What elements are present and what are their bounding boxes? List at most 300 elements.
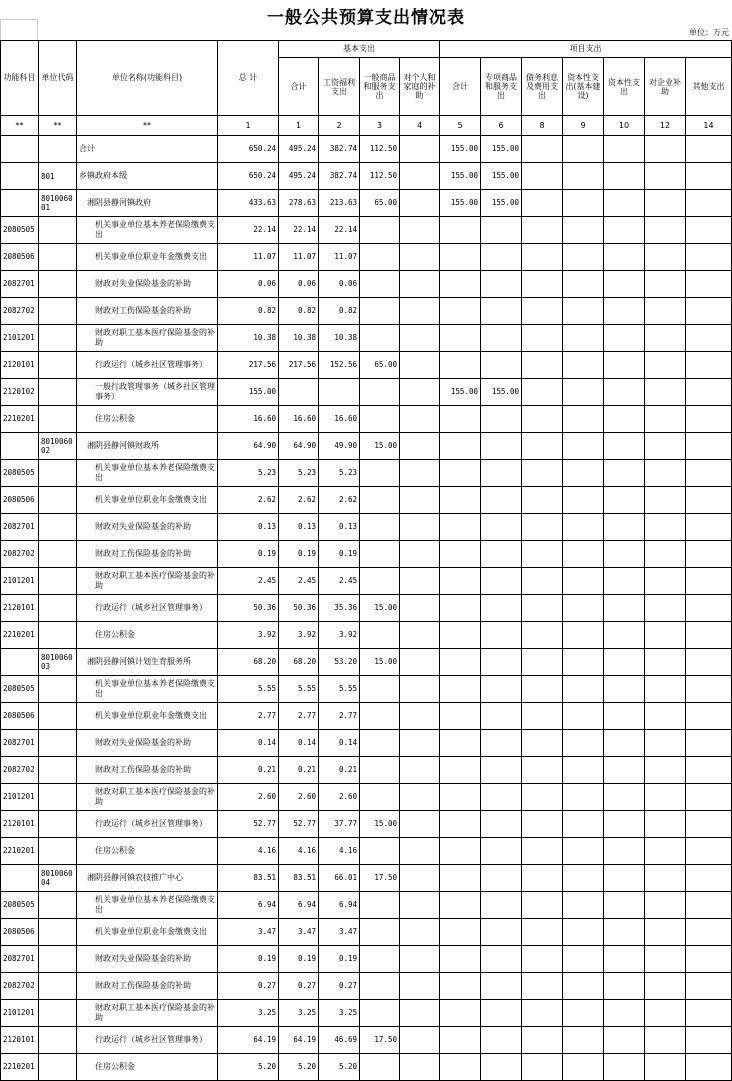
- amount-cell: [522, 325, 563, 352]
- amount-cell: [563, 298, 604, 325]
- amount-cell: [522, 892, 563, 919]
- unit-name-cell: 财政对工伤保险基金的补助: [77, 298, 218, 325]
- amount-cell: [604, 811, 645, 838]
- unit-code-cell: [39, 541, 77, 568]
- amount-cell: [440, 1054, 481, 1081]
- unit-code-cell: [39, 352, 77, 379]
- amount-cell: [440, 1027, 481, 1054]
- amount-cell: 68.20: [218, 649, 279, 676]
- table-row: [1, 1027, 732, 1054]
- amount-cell: [604, 379, 645, 406]
- amount-cell: 0.27: [218, 973, 279, 1000]
- func-code-cell: 2210201: [1, 1054, 39, 1081]
- amount-cell: 16.60: [279, 406, 319, 433]
- amount-cell: [481, 811, 522, 838]
- amount-cell: 650.24: [218, 163, 279, 190]
- amount-cell: [400, 271, 440, 298]
- amount-cell: 2.77: [279, 703, 319, 730]
- unit-code-cell: [39, 568, 77, 595]
- amount-cell: [522, 676, 563, 703]
- amount-cell: 2.62: [218, 487, 279, 514]
- unit-name-cell: 财政对工伤保险基金的补助: [77, 541, 218, 568]
- amount-cell: 2.60: [319, 784, 360, 811]
- header-index-cell: **: [1, 116, 39, 136]
- amount-cell: [645, 406, 686, 433]
- amount-cell: [686, 271, 732, 298]
- amount-cell: [604, 865, 645, 892]
- table-row: [1, 433, 732, 460]
- unit-name-cell: 湘阴县静河镇财政所: [77, 433, 218, 460]
- unit-code-cell: [39, 811, 77, 838]
- amount-cell: [563, 649, 604, 676]
- amount-cell: [686, 1000, 732, 1027]
- amount-cell: [400, 946, 440, 973]
- amount-cell: [360, 973, 400, 1000]
- table-row: [1, 460, 732, 487]
- amount-cell: [481, 487, 522, 514]
- header-basic-group: 基本支出: [279, 41, 440, 58]
- table-row: [1, 487, 732, 514]
- amount-cell: 6.94: [279, 892, 319, 919]
- unit-code-cell: [39, 973, 77, 1000]
- amount-cell: [686, 838, 732, 865]
- amount-cell: [440, 730, 481, 757]
- func-code-cell: 2080505: [1, 217, 39, 244]
- amount-cell: [522, 919, 563, 946]
- table-row: [1, 595, 732, 622]
- amount-cell: 5.23: [279, 460, 319, 487]
- amount-cell: [440, 460, 481, 487]
- unit-code-cell: [39, 244, 77, 271]
- unit-code-cell: [39, 1000, 77, 1027]
- table-row: [1, 190, 732, 217]
- unit-code-cell: [39, 946, 77, 973]
- amount-cell: [563, 217, 604, 244]
- table-row: [1, 298, 732, 325]
- amount-cell: [604, 1054, 645, 1081]
- unit-name-cell: 财政对失业保险基金的补助: [77, 946, 218, 973]
- amount-cell: 2.62: [319, 487, 360, 514]
- amount-cell: [563, 973, 604, 1000]
- amount-cell: [645, 757, 686, 784]
- table-row: [1, 568, 732, 595]
- amount-cell: [522, 946, 563, 973]
- amount-cell: [400, 460, 440, 487]
- header-total: 总 计: [218, 41, 279, 116]
- amount-cell: [360, 892, 400, 919]
- table-row: [1, 865, 732, 892]
- unit-name-cell: 财政对工伤保险基金的补助: [77, 973, 218, 1000]
- amount-cell: [279, 379, 319, 406]
- amount-cell: [360, 271, 400, 298]
- amount-cell: [645, 595, 686, 622]
- amount-cell: 0.06: [319, 271, 360, 298]
- amount-cell: 0.21: [319, 757, 360, 784]
- amount-cell: [563, 433, 604, 460]
- table-row: [1, 379, 732, 406]
- amount-cell: [400, 595, 440, 622]
- amount-cell: 2.77: [218, 703, 279, 730]
- amount-cell: [440, 703, 481, 730]
- amount-cell: 4.16: [218, 838, 279, 865]
- amount-cell: [686, 541, 732, 568]
- amount-cell: [400, 352, 440, 379]
- amount-cell: 15.00: [360, 649, 400, 676]
- func-code-cell: 2120101: [1, 595, 39, 622]
- func-code-cell: 2120101: [1, 352, 39, 379]
- amount-cell: 0.82: [279, 298, 319, 325]
- table-row: [1, 1000, 732, 1027]
- func-code-cell: 2101201: [1, 325, 39, 352]
- amount-cell: 0.06: [218, 271, 279, 298]
- amount-cell: 433.63: [218, 190, 279, 217]
- amount-cell: 0.19: [319, 541, 360, 568]
- amount-cell: [645, 460, 686, 487]
- table-row: [1, 838, 732, 865]
- amount-cell: [604, 595, 645, 622]
- unit-code-cell: [39, 217, 77, 244]
- amount-cell: [563, 919, 604, 946]
- func-code-cell: 2080505: [1, 892, 39, 919]
- amount-cell: [440, 433, 481, 460]
- amount-cell: [563, 541, 604, 568]
- unit-code-cell: [39, 730, 77, 757]
- func-code-cell: 2080505: [1, 460, 39, 487]
- corner-cell: [0, 19, 38, 40]
- header-sub-col: 对企业补助: [645, 58, 686, 116]
- unit-name-cell: 财政对职工基本医疗保险基金的补助: [77, 568, 218, 595]
- amount-cell: [645, 163, 686, 190]
- amount-cell: 68.20: [279, 649, 319, 676]
- amount-cell: [604, 892, 645, 919]
- amount-cell: 152.56: [319, 352, 360, 379]
- amount-cell: [686, 757, 732, 784]
- amount-cell: [604, 649, 645, 676]
- amount-cell: 112.50: [360, 163, 400, 190]
- amount-cell: [360, 325, 400, 352]
- func-code-cell: 2080505: [1, 676, 39, 703]
- amount-cell: [481, 1054, 522, 1081]
- amount-cell: [686, 676, 732, 703]
- amount-cell: [563, 190, 604, 217]
- func-code-cell: [1, 136, 39, 163]
- amount-cell: [522, 757, 563, 784]
- amount-cell: 0.27: [319, 973, 360, 1000]
- table-row: [1, 1054, 732, 1081]
- header-unit-name: 单位名称(功能科目): [77, 41, 218, 116]
- amount-cell: 2.60: [218, 784, 279, 811]
- amount-cell: [522, 568, 563, 595]
- amount-cell: [440, 1000, 481, 1027]
- amount-cell: [440, 487, 481, 514]
- table-row: [1, 973, 732, 1000]
- amount-cell: 0.21: [279, 757, 319, 784]
- header-sub-col: 资本性支出: [604, 58, 645, 116]
- unit-name-cell: 财政对职工基本医疗保险基金的补助: [77, 325, 218, 352]
- amount-cell: 155.00: [440, 163, 481, 190]
- amount-cell: [563, 703, 604, 730]
- unit-name-cell: 住房公积金: [77, 1054, 218, 1081]
- amount-cell: [563, 757, 604, 784]
- amount-cell: [645, 649, 686, 676]
- amount-cell: [686, 811, 732, 838]
- unit-name-cell: 行政运行（城乡社区管理事务）: [77, 811, 218, 838]
- amount-cell: [604, 1000, 645, 1027]
- unit-code-cell: [39, 379, 77, 406]
- amount-cell: [400, 676, 440, 703]
- amount-cell: [440, 946, 481, 973]
- amount-cell: [360, 541, 400, 568]
- amount-cell: [400, 649, 440, 676]
- amount-cell: [563, 568, 604, 595]
- amount-cell: 16.60: [319, 406, 360, 433]
- amount-cell: [604, 838, 645, 865]
- func-code-cell: 2082701: [1, 730, 39, 757]
- table-row: [1, 730, 732, 757]
- amount-cell: 64.90: [279, 433, 319, 460]
- amount-cell: 83.51: [218, 865, 279, 892]
- amount-cell: 22.14: [218, 217, 279, 244]
- amount-cell: [686, 163, 732, 190]
- unit-name-cell: 财政对失业保险基金的补助: [77, 730, 218, 757]
- amount-cell: [645, 433, 686, 460]
- amount-cell: [645, 622, 686, 649]
- func-code-cell: 2082701: [1, 271, 39, 298]
- amount-cell: [645, 1000, 686, 1027]
- amount-cell: [400, 811, 440, 838]
- unit-name-cell: 机关事业单位基本养老保险缴费支出: [77, 217, 218, 244]
- amount-cell: 49.90: [319, 433, 360, 460]
- table-row: [1, 352, 732, 379]
- amount-cell: [440, 244, 481, 271]
- amount-cell: [400, 892, 440, 919]
- amount-cell: [481, 730, 522, 757]
- amount-cell: 3.92: [279, 622, 319, 649]
- amount-cell: [400, 136, 440, 163]
- amount-cell: 382.74: [319, 136, 360, 163]
- amount-cell: [563, 892, 604, 919]
- amount-cell: [481, 271, 522, 298]
- amount-cell: [400, 757, 440, 784]
- amount-cell: [522, 163, 563, 190]
- unit-code-cell: [39, 1027, 77, 1054]
- amount-cell: [481, 784, 522, 811]
- amount-cell: [440, 649, 481, 676]
- amount-cell: [645, 919, 686, 946]
- amount-cell: [686, 136, 732, 163]
- amount-cell: 0.19: [279, 946, 319, 973]
- amount-cell: [645, 676, 686, 703]
- amount-cell: 15.00: [360, 433, 400, 460]
- header-index-cell: 10: [604, 116, 645, 136]
- amount-cell: 5.55: [279, 676, 319, 703]
- amount-cell: [686, 703, 732, 730]
- func-code-cell: [1, 190, 39, 217]
- amount-cell: [604, 730, 645, 757]
- amount-cell: [400, 163, 440, 190]
- amount-cell: [645, 892, 686, 919]
- amount-cell: [645, 190, 686, 217]
- amount-cell: [645, 271, 686, 298]
- unit-code-cell: [39, 838, 77, 865]
- amount-cell: 155.00: [481, 190, 522, 217]
- page-title: 一般公共预算支出情况表: [267, 8, 465, 28]
- amount-cell: [481, 406, 522, 433]
- amount-cell: [481, 217, 522, 244]
- amount-cell: [604, 163, 645, 190]
- table-row: [1, 784, 732, 811]
- amount-cell: 5.20: [218, 1054, 279, 1081]
- amount-cell: 65.00: [360, 190, 400, 217]
- unit-code-cell: [39, 703, 77, 730]
- amount-cell: [563, 676, 604, 703]
- table-row: [1, 703, 732, 730]
- amount-cell: [400, 487, 440, 514]
- amount-cell: [360, 703, 400, 730]
- amount-cell: [522, 352, 563, 379]
- amount-cell: 495.24: [279, 163, 319, 190]
- amount-cell: 3.92: [319, 622, 360, 649]
- amount-cell: [563, 946, 604, 973]
- table-row: [1, 271, 732, 298]
- amount-cell: [522, 784, 563, 811]
- amount-cell: [440, 298, 481, 325]
- header-index-cell: 2: [319, 116, 360, 136]
- func-code-cell: 2120102: [1, 379, 39, 406]
- func-code-cell: 2120101: [1, 1027, 39, 1054]
- amount-cell: [440, 865, 481, 892]
- unit-code-cell: [39, 298, 77, 325]
- amount-cell: [481, 244, 522, 271]
- amount-cell: [522, 136, 563, 163]
- amount-cell: [604, 325, 645, 352]
- amount-cell: 52.77: [218, 811, 279, 838]
- amount-cell: [686, 1054, 732, 1081]
- amount-cell: 213.63: [319, 190, 360, 217]
- unit-code-cell: [39, 514, 77, 541]
- amount-cell: [686, 487, 732, 514]
- amount-cell: 2.60: [279, 784, 319, 811]
- amount-cell: [400, 973, 440, 1000]
- func-code-cell: 2210201: [1, 838, 39, 865]
- unit-code-cell: 801006004: [39, 865, 77, 892]
- amount-cell: 3.47: [218, 919, 279, 946]
- amount-cell: [400, 703, 440, 730]
- header-sub-col: 资本性支出(基本建设): [563, 58, 604, 116]
- amount-cell: [360, 460, 400, 487]
- func-code-cell: [1, 163, 39, 190]
- amount-cell: [604, 973, 645, 1000]
- amount-cell: [563, 460, 604, 487]
- unit-name-cell: 合计: [77, 136, 218, 163]
- amount-cell: [360, 730, 400, 757]
- amount-cell: [604, 217, 645, 244]
- amount-cell: 5.23: [218, 460, 279, 487]
- unit-name-cell: 住房公积金: [77, 838, 218, 865]
- amount-cell: 64.19: [279, 1027, 319, 1054]
- func-code-cell: 2101201: [1, 784, 39, 811]
- amount-cell: 3.25: [319, 1000, 360, 1027]
- amount-cell: 0.13: [279, 514, 319, 541]
- amount-cell: [686, 433, 732, 460]
- amount-cell: [563, 163, 604, 190]
- amount-cell: [481, 541, 522, 568]
- amount-cell: [481, 1000, 522, 1027]
- amount-cell: [400, 865, 440, 892]
- amount-cell: [604, 406, 645, 433]
- table-row: [1, 244, 732, 271]
- unit-code-cell: 801006003: [39, 649, 77, 676]
- amount-cell: 0.82: [319, 298, 360, 325]
- amount-cell: 650.24: [218, 136, 279, 163]
- amount-cell: [360, 946, 400, 973]
- amount-cell: [360, 406, 400, 433]
- amount-cell: [440, 514, 481, 541]
- amount-cell: [645, 838, 686, 865]
- amount-cell: [645, 973, 686, 1000]
- amount-cell: [400, 730, 440, 757]
- unit-name-cell: 财政对职工基本医疗保险基金的补助: [77, 1000, 218, 1027]
- amount-cell: [563, 784, 604, 811]
- unit-code-cell: [39, 622, 77, 649]
- amount-cell: [604, 352, 645, 379]
- amount-cell: [563, 811, 604, 838]
- amount-cell: 217.56: [218, 352, 279, 379]
- unit-name-cell: 财政对失业保险基金的补助: [77, 514, 218, 541]
- amount-cell: [563, 838, 604, 865]
- header-sub-col: 一般商品和服务支出: [360, 58, 400, 116]
- func-code-cell: 2080506: [1, 244, 39, 271]
- amount-cell: [400, 190, 440, 217]
- amount-cell: [686, 217, 732, 244]
- amount-cell: [645, 1027, 686, 1054]
- amount-cell: [645, 811, 686, 838]
- amount-cell: [481, 460, 522, 487]
- unit-name-cell: 住房公积金: [77, 406, 218, 433]
- func-code-cell: 2080506: [1, 487, 39, 514]
- amount-cell: [604, 946, 645, 973]
- unit-name-cell: 湘阴县静河镇计划生育服务所: [77, 649, 218, 676]
- amount-cell: [645, 946, 686, 973]
- amount-cell: 2.45: [218, 568, 279, 595]
- amount-cell: [686, 568, 732, 595]
- amount-cell: [522, 433, 563, 460]
- func-code-cell: 2210201: [1, 622, 39, 649]
- amount-cell: 0.06: [279, 271, 319, 298]
- amount-cell: [686, 973, 732, 1000]
- amount-cell: [604, 433, 645, 460]
- unit-name-cell: 乡镇政府本级: [77, 163, 218, 190]
- unit-name-cell: 湘阴县静河镇政府: [77, 190, 218, 217]
- table-row: [1, 163, 732, 190]
- amount-cell: 50.36: [279, 595, 319, 622]
- unit-name-cell: 财政对职工基本医疗保险基金的补助: [77, 784, 218, 811]
- amount-cell: 2.77: [319, 703, 360, 730]
- amount-cell: [440, 406, 481, 433]
- unit-name-cell: 行政运行（城乡社区管理事务）: [77, 595, 218, 622]
- amount-cell: 10.38: [279, 325, 319, 352]
- amount-cell: 3.47: [319, 919, 360, 946]
- amount-cell: 5.23: [319, 460, 360, 487]
- header-index-cell: 4: [400, 116, 440, 136]
- amount-cell: 10.38: [319, 325, 360, 352]
- amount-cell: [400, 217, 440, 244]
- amount-cell: 5.20: [279, 1054, 319, 1081]
- unit-code-cell: [39, 676, 77, 703]
- amount-cell: [360, 757, 400, 784]
- amount-cell: [522, 190, 563, 217]
- amount-cell: 16.60: [218, 406, 279, 433]
